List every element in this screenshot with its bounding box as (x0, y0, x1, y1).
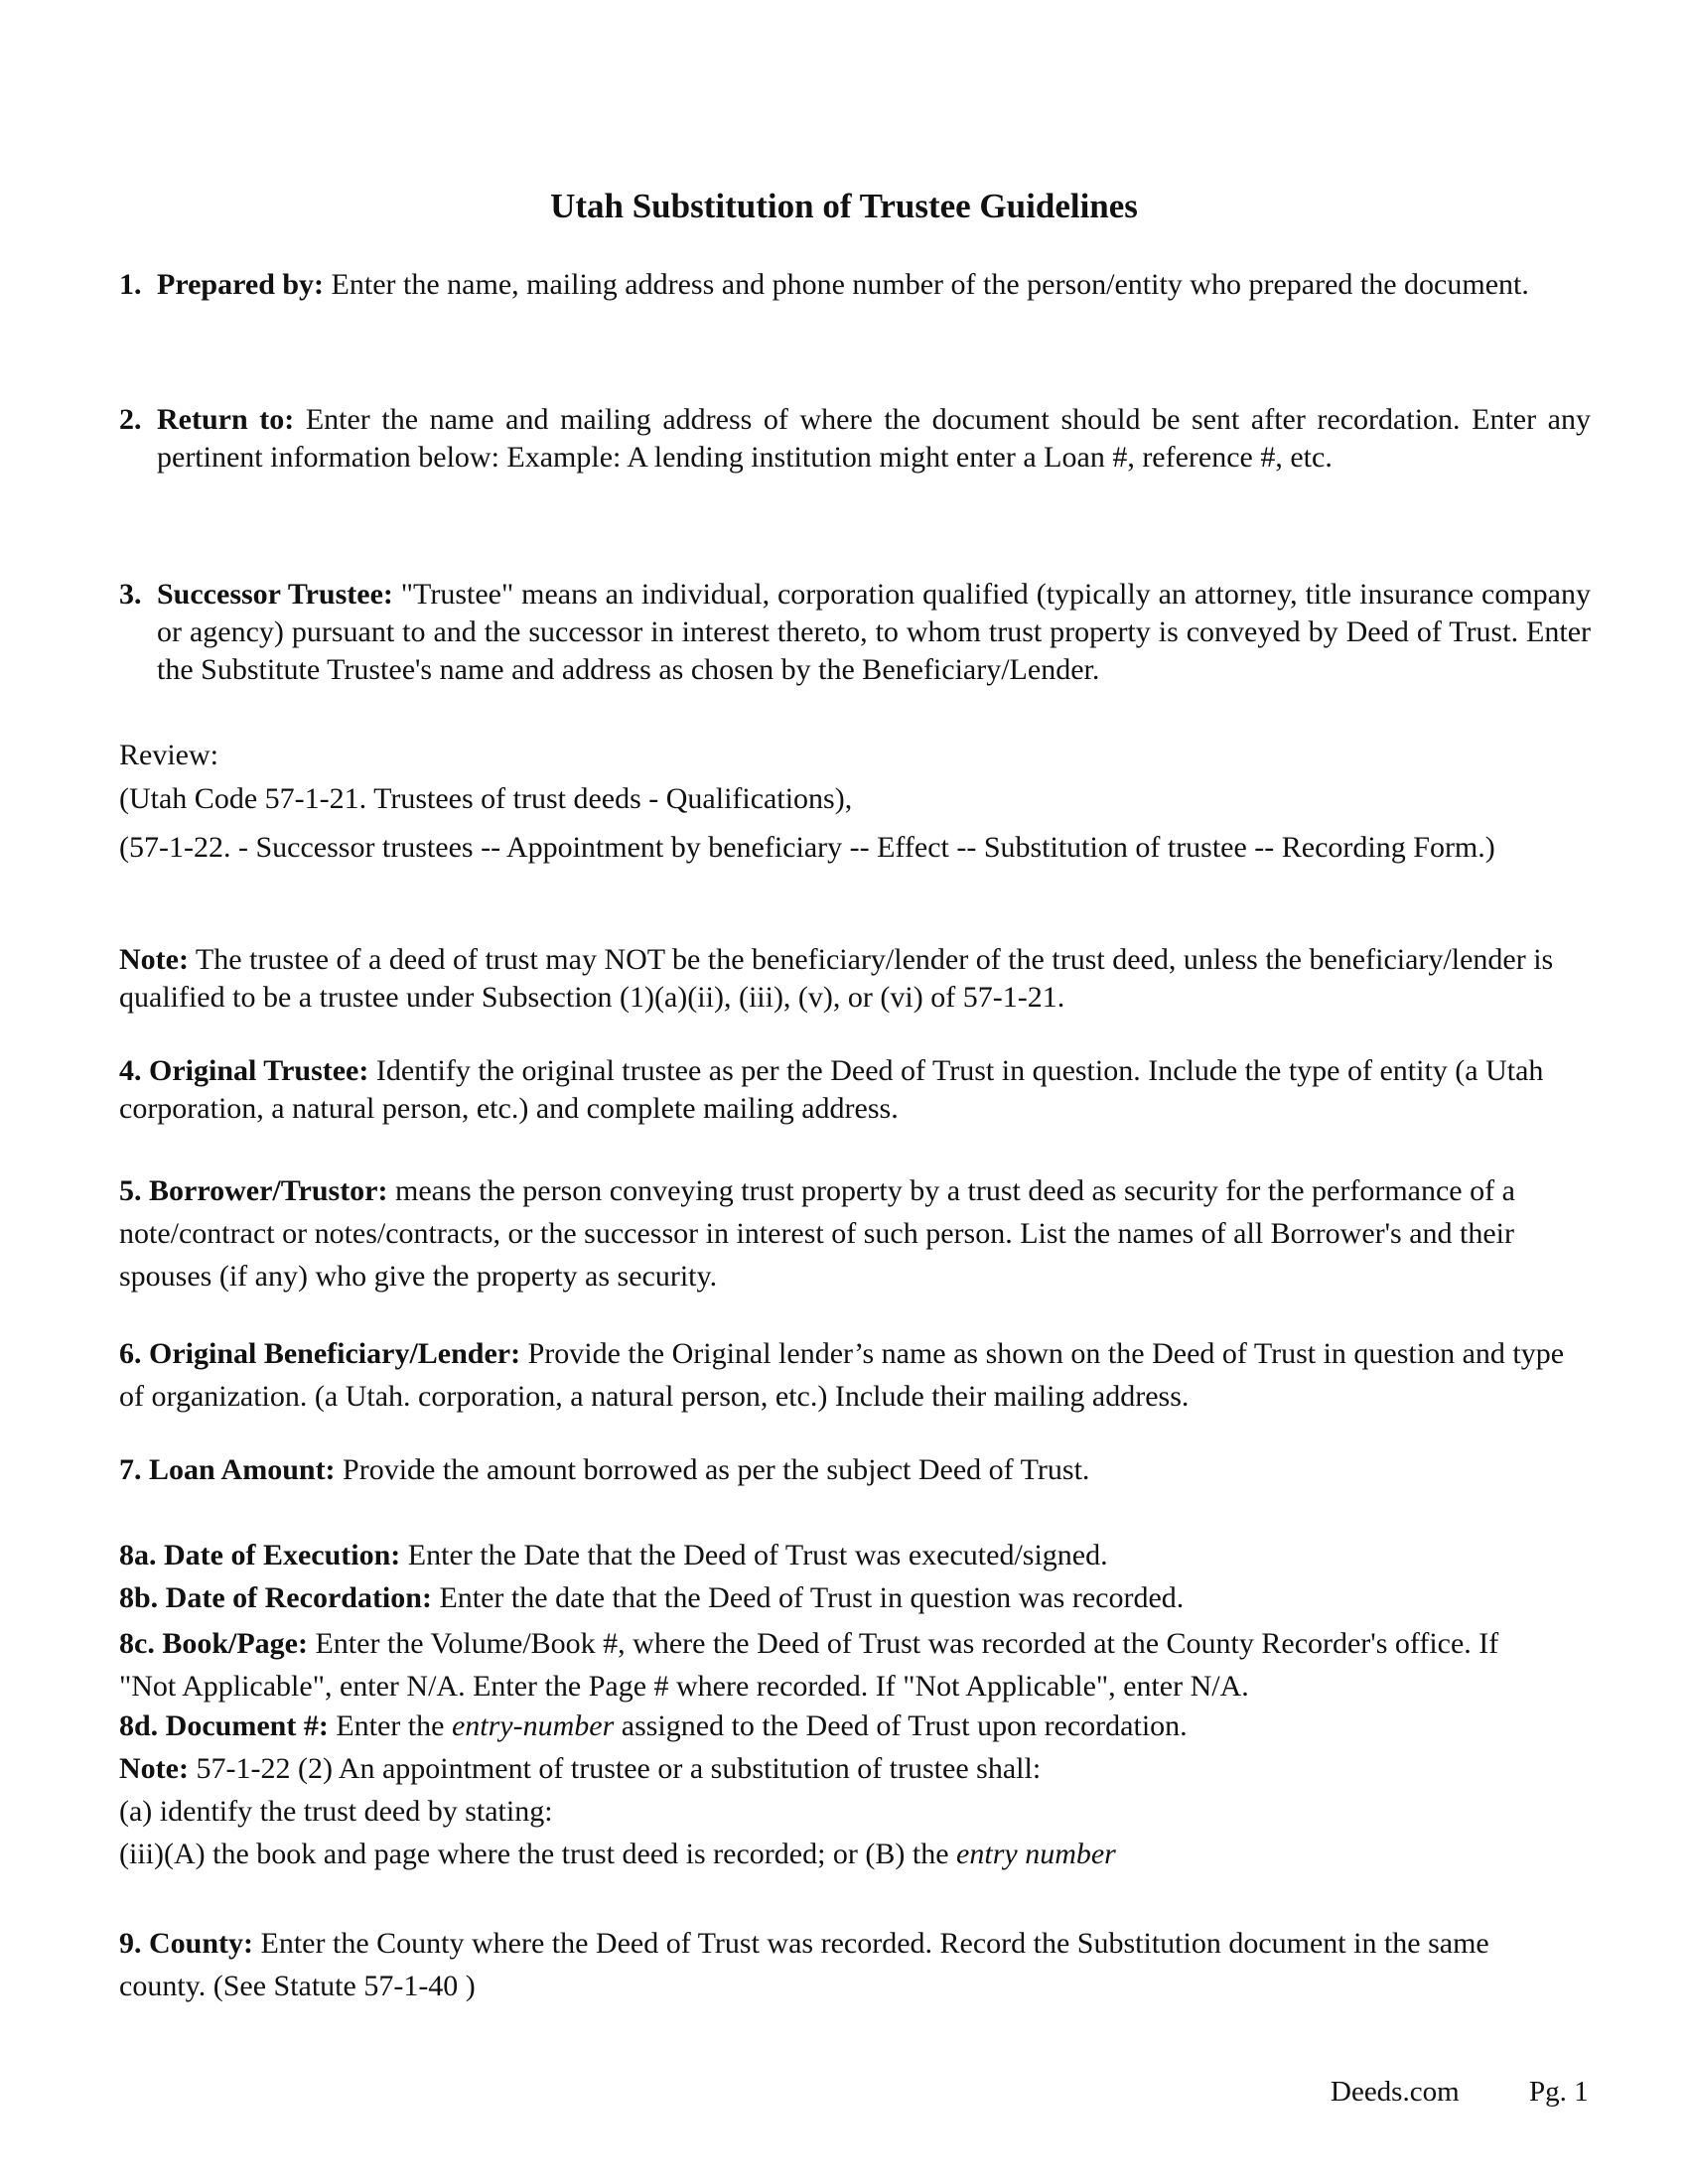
section-text: Identify the original trustee as per the Deed of Trust in question. Include the type of entity (a Utah corporation, a natural person, etc.) and complete mailing address. (119, 1054, 1544, 1125)
item-number: 3. (119, 578, 142, 611)
section-prepared-by (119, 266, 1591, 304)
item-body (157, 266, 1591, 304)
item-number: 2. (119, 403, 142, 436)
section-document-number (119, 1707, 1591, 1745)
section-date-of-recordation (119, 1579, 1591, 1617)
section-label: 5. Borrower/Trustor: (119, 1174, 388, 1207)
note-label: Note: (119, 943, 189, 976)
section-label: 9. County: (119, 1927, 254, 1960)
item-text: Enter the name, mailing address and phone number of the person/entity who prepared the document. (324, 268, 1529, 301)
note-item-a: (a) identify the trust deed by stating: (119, 1795, 553, 1828)
review-label: Review: (119, 739, 218, 771)
section-text: Enter the Volume/Book #, where the Deed of Trust was recorded at the County Recorder's office. If "Not Applicable", enter N/A. Enter the Page # where recorded. If "Not Applicable", enter N/A. (119, 1627, 1499, 1703)
note-text: 57-1-22 (2) An appointment of trustee or a substitution of trustee shall: (188, 1752, 1042, 1785)
footer-page-number: Pg. 1 (1529, 2076, 1589, 2108)
section-text: Enter the date that the Deed of Trust in question was recorded. (431, 1581, 1185, 1614)
section-original-beneficiary (119, 1332, 1591, 1418)
section-text-emphasis: entry-number (451, 1709, 615, 1742)
section-original-trustee (119, 1052, 1549, 1128)
section-label: 8c. Book/Page: (119, 1627, 308, 1660)
item-body (157, 401, 1591, 477)
item-text: Enter the name and mailing address of where the document should be sent after recordation. Enter any pertinent information below: Example: A lending institution might enter a Loan #, reference #, etc. (157, 403, 1591, 474)
section-book-page (119, 1622, 1559, 1707)
item-label: Return to: (157, 403, 295, 436)
section-return-to (119, 401, 1591, 477)
note-text-emphasis: entry number (956, 1838, 1116, 1870)
section-label: 4. Original Trustee: (119, 1054, 369, 1087)
section-label: 7. Loan Amount: (119, 1453, 336, 1486)
section-loan-amount (119, 1451, 1591, 1489)
note-item-iii (119, 1836, 1591, 1873)
section-county (119, 1922, 1569, 2007)
section-label: 8a. Date of Execution: (119, 1539, 401, 1571)
note-appointment (119, 1750, 1591, 1788)
section-text: Enter the Date that the Deed of Trust was executed/signed. (400, 1539, 1108, 1571)
item-label: Prepared by: (157, 268, 325, 301)
footer-site: Deeds.com (1331, 2076, 1460, 2108)
page-title: Utah Substitution of Trustee Guidelines (550, 187, 1138, 225)
review-citation-1: (Utah Code 57-1-21. Trustees of trust deeds - Qualifications), (119, 782, 853, 815)
item-text: "Trustee" means an individual, corporation qualified (typically an attorney, title insurance company or agency) pursuant to and the successor in interest thereto, to whom trust property is conveyed by Deed of Trust. Enter the Substitute Trustee's name and address as chosen by the Beneficiary/Lender. (157, 578, 1591, 686)
note-trustee-beneficiary (119, 941, 1591, 1017)
section-date-of-execution (119, 1537, 1591, 1574)
section-label: 8b. Date of Recordation: (119, 1581, 432, 1614)
item-body (157, 576, 1591, 689)
section-text: assigned to the Deed of Trust upon recordation. (614, 1709, 1188, 1742)
note-text: (iii)(A) the book and page where the trust deed is recorded; or (B) the (119, 1838, 957, 1870)
section-successor-trustee (119, 576, 1591, 689)
note-text: The trustee of a deed of trust may NOT be the beneficiary/lender of the trust deed, unless the beneficiary/lender is qualified to be a trustee under Subsection (1)(a)(ii), (iii), (v), or (vi) of 57-1-21. (119, 943, 1554, 1014)
section-text: Enter the (328, 1709, 452, 1742)
section-text: Provide the amount borrowed as per the subject Deed of Trust. (335, 1453, 1090, 1486)
section-label: 8d. Document #: (119, 1709, 329, 1742)
section-text: Provide the Original lender’s name as shown on the Deed of Trust in question and type of organization. (a Utah. corporation, a natural person, etc.) Include their mailing address. (119, 1337, 1565, 1413)
item-number: 1. (119, 268, 142, 301)
section-text: means the person conveying trust property by a trust deed as security for the performance of a note/contract or notes/contracts, or the successor in interest of such person. List the names of all Borrower's and their spouses (if any) who give the property as security. (119, 1174, 1515, 1293)
section-borrower-trustor (119, 1169, 1569, 1297)
item-label: Successor Trustee: (157, 578, 393, 611)
section-label: 6. Original Beneficiary/Lender: (119, 1337, 521, 1370)
section-text: Enter the County where the Deed of Trust was recorded. Record the Substitution document in the same county. (See Statute 57-1-40 ) (119, 1927, 1489, 2002)
note-label: Note: (119, 1752, 189, 1785)
review-citation-2: (57-1-22. - Successor trustees -- Appointment by beneficiary -- Effect -- Substitution of trustee -- Recording Form.) (119, 831, 1495, 864)
